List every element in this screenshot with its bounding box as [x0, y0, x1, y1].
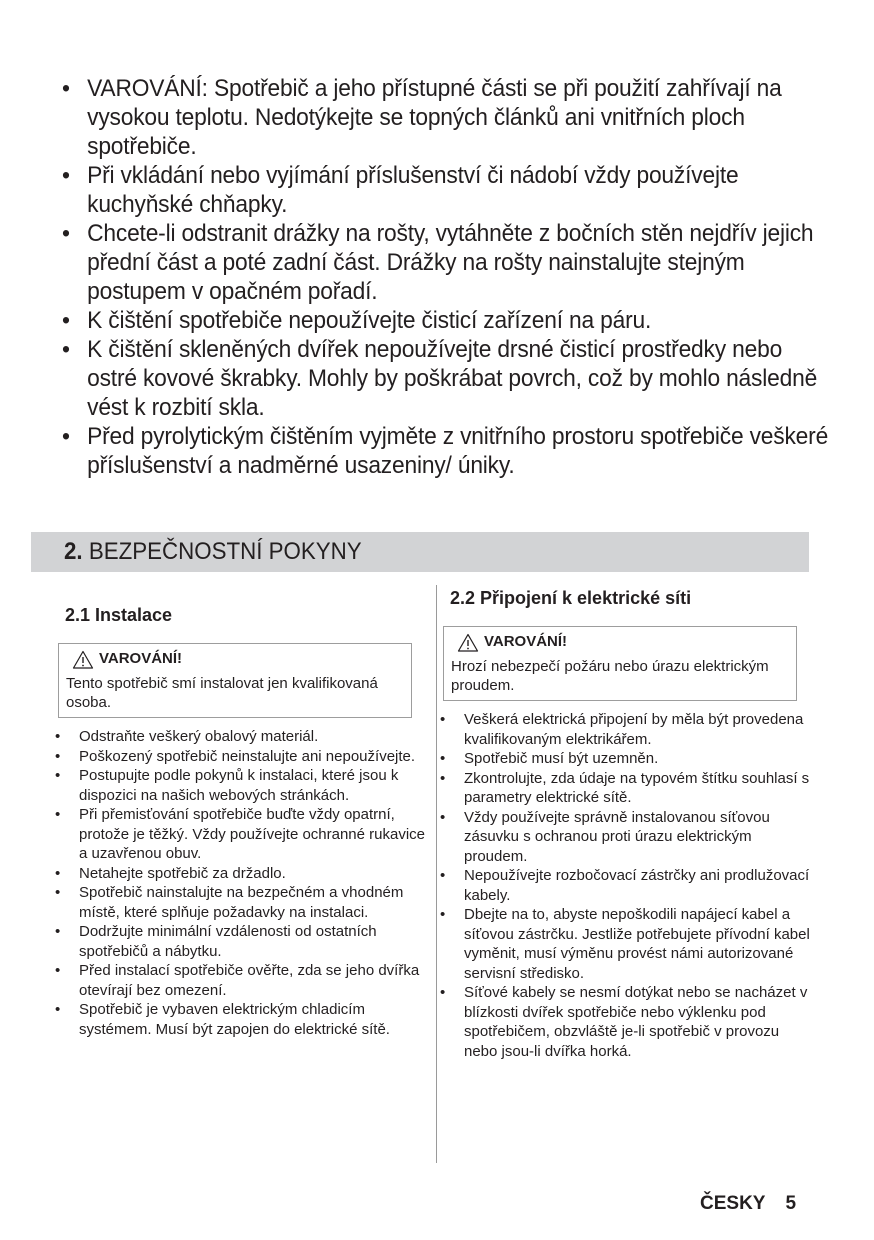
- list-item: • Spotřebič nainstalujte na bezpečném a vhodném místě, které splňuje požadavky na instalaci.: [55, 884, 404, 921]
- list-item: • Zkontrolujte, zda údaje na typovém štítku souhlasí s parametry elektrické sítě.: [440, 769, 810, 806]
- installation-column: [55, 604, 427, 1039]
- warning-triangle-icon: [72, 650, 94, 669]
- bullet: •: [62, 220, 70, 247]
- list-item: • Vždy používejte správně instalovanou síťovou zásuvku s ochranou proti úrazu elektrickým proudem.: [440, 808, 770, 865]
- list-item: • Odstraňte veškerý obalový materiál.: [55, 728, 319, 745]
- list-item: • VAROVÁNÍ: Spotřebič a jeho přístupné části se při použití zahřívají na vysokou teplotu. Nedotýkejte se topných článků ani vnitřních ploch spotřebiče.: [62, 75, 782, 160]
- warning-text: Tento spotřebič smí instalovat jen kvalifikovaná osoba.: [66, 675, 378, 711]
- electrical-list: [440, 710, 812, 1061]
- bullet: •: [62, 162, 70, 189]
- warning-header: [66, 648, 405, 670]
- page-number: 5: [785, 1193, 797, 1214]
- language-label: ČESKY: [700, 1193, 766, 1214]
- section-header: [31, 532, 809, 572]
- electrical-warning-box: [443, 626, 797, 701]
- electrical-column: [440, 587, 812, 1061]
- list-item: • Dodržujte minimální vzdálenosti od ostatních spotřebičů a nábytku.: [55, 923, 377, 960]
- list-item: • K čištění spotřebiče nepoužívejte čisticí zařízení na páru.: [62, 307, 652, 334]
- warning-text: Hrozí nebezpečí požáru nebo úrazu elektrickým proudem.: [451, 658, 769, 694]
- installation-list: [55, 727, 427, 1039]
- list-item: • Nepoužívejte rozbočovací zástrčky ani prodlužovací kabely.: [440, 867, 810, 904]
- installation-heading: 2.1 Instalace: [65, 605, 173, 625]
- electrical-heading: 2.2 Připojení k elektrické síti: [450, 588, 692, 608]
- list-item: • Síťové kabely se nesmí dotýkat nebo se nacházet v blízkosti dvířek spotřebiče nebo výklenku pod spotřebičem, obzvláště je-li spotřebič v provozu nebo jsou-li dvířka horká.: [440, 984, 808, 1060]
- warning-triangle-icon: [457, 633, 479, 652]
- bullet: •: [62, 423, 70, 450]
- list-item: • Dbejte na to, abyste nepoškodili napájecí kabel a síťovou zástrčku. Jestliže potřebujete přívodní kabel vyměnit, musí výměnu provést námi autorizované servisní středisko.: [440, 906, 810, 982]
- bullet: •: [62, 75, 70, 102]
- list-item: • Před pyrolytickým čištěním vyjměte z vnitřního prostoru spotřebiče veškeré příslušenství a nadměrné usazeniny/ úniky.: [62, 423, 829, 479]
- column-divider: [436, 585, 437, 1163]
- list-item: • Postupujte podle pokynů k instalaci, které jsou k dispozici na našich webových stránkách.: [55, 767, 399, 804]
- list-item: • Netahejte spotřebič za držadlo.: [55, 864, 286, 882]
- warning-header: [451, 631, 790, 653]
- list-item: • Před instalací spotřebiče ověřte, zda se jeho dvířka otevírají bez omezení.: [55, 962, 420, 999]
- list-item: • Spotřebič je vybaven elektrickým chladicím systémem. Musí být zapojen do elektrické sítě.: [55, 1001, 390, 1038]
- page-footer: [700, 1193, 796, 1215]
- list-item: • Chcete-li odstranit drážky na rošty, vytáhněte z bočních stěn nejdřív jejich přední část a poté zadní část. Drážky na rošty nainstalujte stejným postupem v opačném pořadí.: [62, 220, 814, 305]
- warning-bullet-list: [62, 74, 829, 480]
- bullet: •: [62, 336, 70, 363]
- section-title: [64, 539, 362, 565]
- list-item: • Při přemisťování spotřebiče buďte vždy opatrní, protože je těžký. Vždy používejte ochranné rukavice a uzavřenou obuv.: [55, 806, 426, 862]
- list-item: • Veškerá elektrická připojení by měla být provedena kvalifikovaným elektrikářem.: [440, 711, 804, 748]
- warning-label: VAROVÁNÍ!: [484, 633, 568, 650]
- list-item: • K čištění skleněných dvířek nepoužívejte drsné čisticí prostředky nebo ostré kovové škrabky. Mohly by poškrábat povrch, což by mohlo následně vést k rozbití skla.: [62, 336, 818, 421]
- warning-label: VAROVÁNÍ!: [99, 650, 183, 667]
- installation-warning-box: [58, 643, 412, 718]
- section-number: 2.: [64, 538, 83, 565]
- list-item: • Při vkládání nebo vyjímání příslušenství či nádobí vždy používejte kuchyňské chňapky.: [62, 162, 739, 218]
- section-title-text: BEZPEČNOSTNÍ POKYNY: [88, 538, 362, 565]
- list-item: • Spotřebič musí být uzemněn.: [440, 750, 659, 767]
- list-item: • Poškozený spotřebič neinstalujte ani nepoužívejte.: [55, 747, 416, 765]
- bullet: •: [62, 307, 70, 334]
